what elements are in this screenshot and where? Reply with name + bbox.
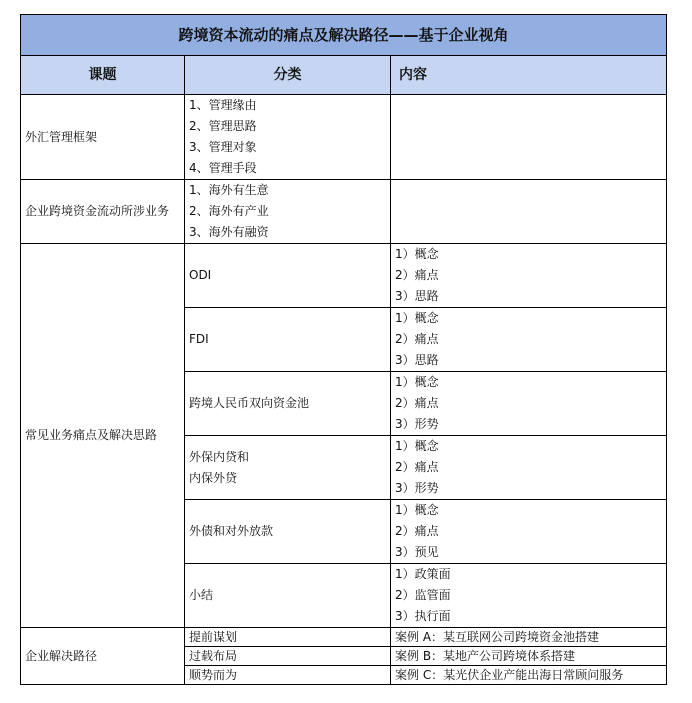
header-row: [21, 56, 667, 95]
list-item: 3）形势: [395, 481, 439, 495]
list-item: 1）概念: [395, 247, 439, 261]
list-item: 3）形势: [395, 417, 439, 431]
list-item: 2）痛点: [395, 524, 439, 538]
list-item: 1）概念: [395, 375, 439, 389]
content-cell: [391, 244, 667, 308]
category-cell: 提前谋划: [185, 628, 391, 647]
list-item: 3、管理对象: [189, 140, 257, 154]
category-line: 内保外贷: [189, 470, 238, 485]
list-item: 3）执行面: [395, 609, 451, 623]
category-line: 外保内贷和: [189, 449, 250, 464]
topic-enterprise-solution: 企业解决路径: [21, 628, 185, 685]
content-cell: 案例 A：某互联网公司跨境资金池搭建: [391, 628, 667, 647]
category-foreign-debt: 外债和对外放款: [185, 500, 391, 564]
content-cell: [391, 308, 667, 372]
list-item: 4、管理手段: [189, 161, 257, 175]
category-odi: ODI: [185, 244, 391, 308]
content-cell: [391, 500, 667, 564]
list-item: 1）概念: [395, 439, 439, 453]
header-topic: 课题: [21, 56, 185, 95]
content-cell: [391, 436, 667, 500]
list-item: 2、管理思路: [189, 119, 257, 133]
list-item: 1、海外有生意: [189, 183, 269, 197]
list-item: 2）痛点: [395, 268, 439, 282]
list-item: 2）痛点: [395, 460, 439, 474]
category-rmb-cash-pool: 跨境人民币双向资金池: [185, 372, 391, 436]
category-summary: 小结: [185, 564, 391, 628]
list-item: 1）政策面: [395, 567, 451, 581]
topic-fx-framework: 外汇管理框架: [21, 95, 185, 180]
category-cell: [185, 180, 391, 244]
list-item: 1、管理缘由: [189, 98, 257, 112]
content-cell: 案例 C：某光伏企业产能出海日常顾问服务: [391, 666, 667, 685]
category-guarantee-loans: [185, 436, 391, 500]
topic-common-pain-points: 常见业务痛点及解决思路: [21, 244, 185, 628]
report-table: [20, 14, 667, 685]
topic-cross-border-business: 企业跨境资金流动所涉业务: [21, 180, 185, 244]
table-row: [21, 180, 667, 244]
content-cell: 案例 B：某地产公司跨境体系搭建: [391, 647, 667, 666]
list-item: 2）监管面: [395, 588, 451, 602]
report-table-wrapper: [20, 14, 666, 685]
table-row: [21, 628, 667, 647]
table-row: [21, 95, 667, 180]
header-category: 分类: [185, 56, 391, 95]
category-fdi: FDI: [185, 308, 391, 372]
category-cell: 顺势而为: [185, 666, 391, 685]
content-cell: [391, 95, 667, 180]
category-cell: [185, 95, 391, 180]
content-cell: [391, 180, 667, 244]
category-cell: 过载布局: [185, 647, 391, 666]
list-item: 3）思路: [395, 289, 439, 303]
list-item: 3）预见: [395, 545, 439, 559]
table-title: 跨境资本流动的痛点及解决路径——基于企业视角: [21, 15, 667, 56]
list-item: 3）思路: [395, 353, 439, 367]
list-item: 2）痛点: [395, 332, 439, 346]
list-item: 1）概念: [395, 311, 439, 325]
list-item: 2）痛点: [395, 396, 439, 410]
list-item: 2、海外有产业: [189, 204, 269, 218]
table-row: [21, 244, 667, 308]
content-cell: [391, 564, 667, 628]
list-item: 1）概念: [395, 503, 439, 517]
content-cell: [391, 372, 667, 436]
list-item: 3、海外有融资: [189, 225, 269, 239]
header-content: 内容: [391, 56, 667, 95]
